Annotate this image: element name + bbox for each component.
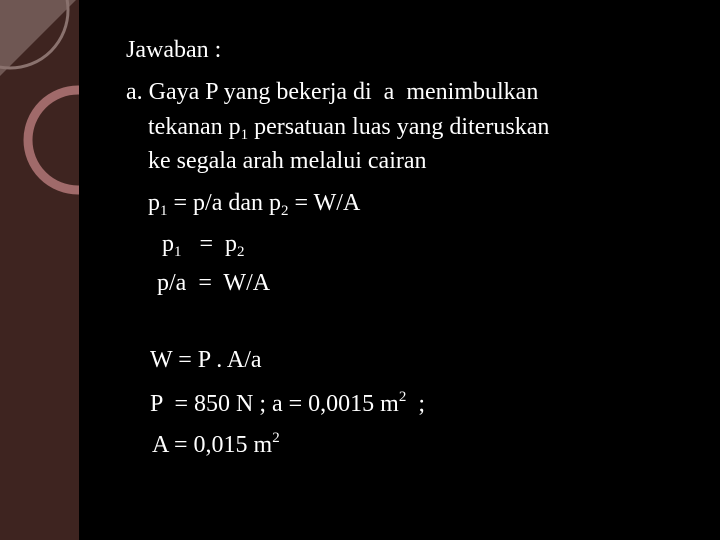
subscript: 1 [160,203,168,219]
given-area [152,430,280,460]
equation-w: W = P . A/a [150,347,262,373]
line-arah: ke segala arah melalui cairan [148,148,427,174]
text-part: p [162,231,174,257]
superscript: 2 [398,389,407,405]
text-part: P = 850 N ; a = 0,0015 m [150,391,399,417]
answer-heading: Jawaban : [126,37,222,63]
subscript: 2 [237,244,245,260]
text-part: tekanan p [148,114,241,140]
text-part: = W/A [288,190,361,216]
text-part: ; [406,391,426,417]
subscript: 2 [281,203,289,219]
text-part: A = 0,015 m [152,432,273,458]
text-part: p [148,190,160,216]
superscript: 2 [272,430,280,446]
equation-p1-equals-p2 [162,229,245,259]
text-part: = p/a dan p [167,190,282,216]
text-part: persatuan luas yang diteruskan [248,114,550,140]
subscript: 1 [240,127,249,143]
text-part: = p [181,231,238,257]
line-a: a. Gaya P yang bekerja di a menimbulkan [126,79,539,105]
given-values [150,389,425,419]
equation-p1-p2 [148,188,360,218]
line-tekanan [148,112,549,142]
subscript: 1 [174,244,182,260]
equation-pa-wa: p/a = W/A [157,270,271,296]
